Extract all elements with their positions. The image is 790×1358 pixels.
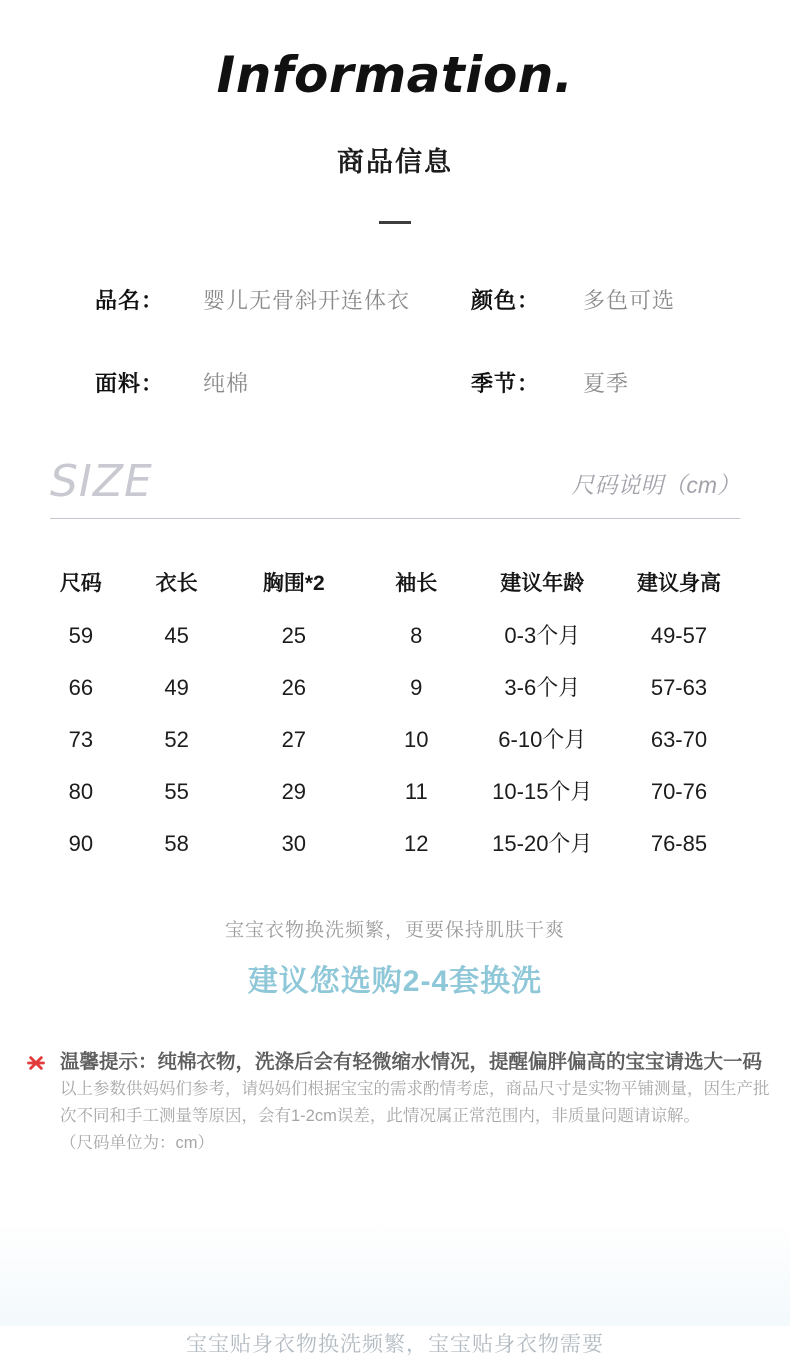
clipped-bottom-text: 宝宝贴身衣物换洗频繁，宝宝贴身衣物需要 xyxy=(186,1333,604,1356)
page-title: Information. xyxy=(216,46,574,104)
table-row xyxy=(40,727,750,753)
table-cell: 55 xyxy=(164,779,189,804)
table-header-cell: 建议年龄 xyxy=(500,572,585,595)
table-row xyxy=(40,623,750,649)
table-cell: 80 xyxy=(68,779,94,804)
table-row xyxy=(40,675,750,701)
field-value-name: 婴儿无骨斜开连体衣 xyxy=(203,288,411,313)
product-info-section xyxy=(95,284,790,398)
tip-text-gray: 宝宝衣物换洗频繁，更要保持肌肤干爽 xyxy=(224,920,565,941)
table-cell: 57-63 xyxy=(650,675,708,700)
field-label-color: 颜色： xyxy=(471,288,541,313)
table-cell: 27 xyxy=(281,727,307,752)
table-cell: 49 xyxy=(164,675,189,700)
divider-dash xyxy=(379,221,411,224)
table-cell: 6-10个月 xyxy=(498,727,587,752)
table-cell: 76-85 xyxy=(650,831,708,856)
tip-text-blue: 建议您选购2-4套换洗 xyxy=(247,965,543,998)
table-cell: 66 xyxy=(68,675,94,700)
size-unit-note: 尺码说明（cm） xyxy=(571,472,740,498)
table-cell: 63-70 xyxy=(650,727,708,752)
notice-section xyxy=(26,1048,770,1157)
field-value-season: 夏季 xyxy=(583,371,630,396)
table-header-cell: 建议身高 xyxy=(636,572,721,595)
notice-text-block xyxy=(60,1048,770,1157)
field-label-fabric: 面料： xyxy=(95,371,165,396)
table-cell: 25 xyxy=(281,623,307,648)
table-cell: 30 xyxy=(281,831,307,856)
table-cell: 9 xyxy=(410,675,423,700)
size-section-header xyxy=(50,456,740,507)
next-section-fade xyxy=(0,1221,790,1326)
table-cell: 15-20个月 xyxy=(492,831,593,856)
table-cell: 12 xyxy=(404,831,429,856)
table-cell: 11 xyxy=(404,779,428,804)
table-cell: 90 xyxy=(68,831,94,856)
notice-title: 温馨提示：纯棉衣物，洗涤后会有轻微缩水情况，提醒偏胖偏高的宝宝请选大一码 xyxy=(60,1051,763,1073)
table-cell: 49-57 xyxy=(650,623,708,648)
table-cell: 73 xyxy=(68,727,94,752)
size-table-header-row xyxy=(40,571,750,597)
table-cell: 52 xyxy=(164,727,189,752)
table-cell: 26 xyxy=(281,675,307,700)
table-cell: 10-15个月 xyxy=(492,779,593,804)
table-cell: 59 xyxy=(68,623,94,648)
page-subtitle: 商品信息 xyxy=(337,147,453,177)
table-row xyxy=(40,831,750,857)
table-header-cell: 衣长 xyxy=(155,572,198,595)
asterisk-icon xyxy=(26,1053,46,1078)
table-cell: 45 xyxy=(164,623,189,648)
field-value-fabric: 纯棉 xyxy=(203,371,250,396)
table-cell: 10 xyxy=(404,727,429,752)
size-table xyxy=(40,571,750,857)
table-cell: 70-76 xyxy=(650,779,708,804)
size-heading: SIZE xyxy=(50,456,153,507)
table-header-cell: 尺码 xyxy=(59,572,102,595)
field-value-color: 多色可选 xyxy=(583,288,676,313)
table-header-cell: 袖长 xyxy=(395,572,438,595)
field-label-season: 季节： xyxy=(471,371,541,396)
notice-unit-line: （尺码单位为：cm） xyxy=(60,1134,214,1152)
field-label-name: 品名： xyxy=(95,288,165,313)
table-cell: 3-6个月 xyxy=(504,675,581,700)
table-cell: 8 xyxy=(410,623,423,648)
table-cell: 58 xyxy=(164,831,189,856)
size-divider-line xyxy=(50,518,740,519)
notice-body-line-1: 以上参数供妈妈们参考，请妈妈们根据宝宝的需求酌情考虑，商品尺寸是实物平铺测量，因生产批 xyxy=(60,1080,770,1098)
table-cell: 0-3个月 xyxy=(504,623,581,648)
notice-body-line-2: 次不同和手工测量等原因，会有1-2cm误差，此情况属正常范围内，非质量问题请谅解。 xyxy=(60,1107,700,1125)
table-row xyxy=(40,779,750,805)
table-header-cell: 胸围*2 xyxy=(262,572,325,595)
table-cell: 29 xyxy=(281,779,307,804)
